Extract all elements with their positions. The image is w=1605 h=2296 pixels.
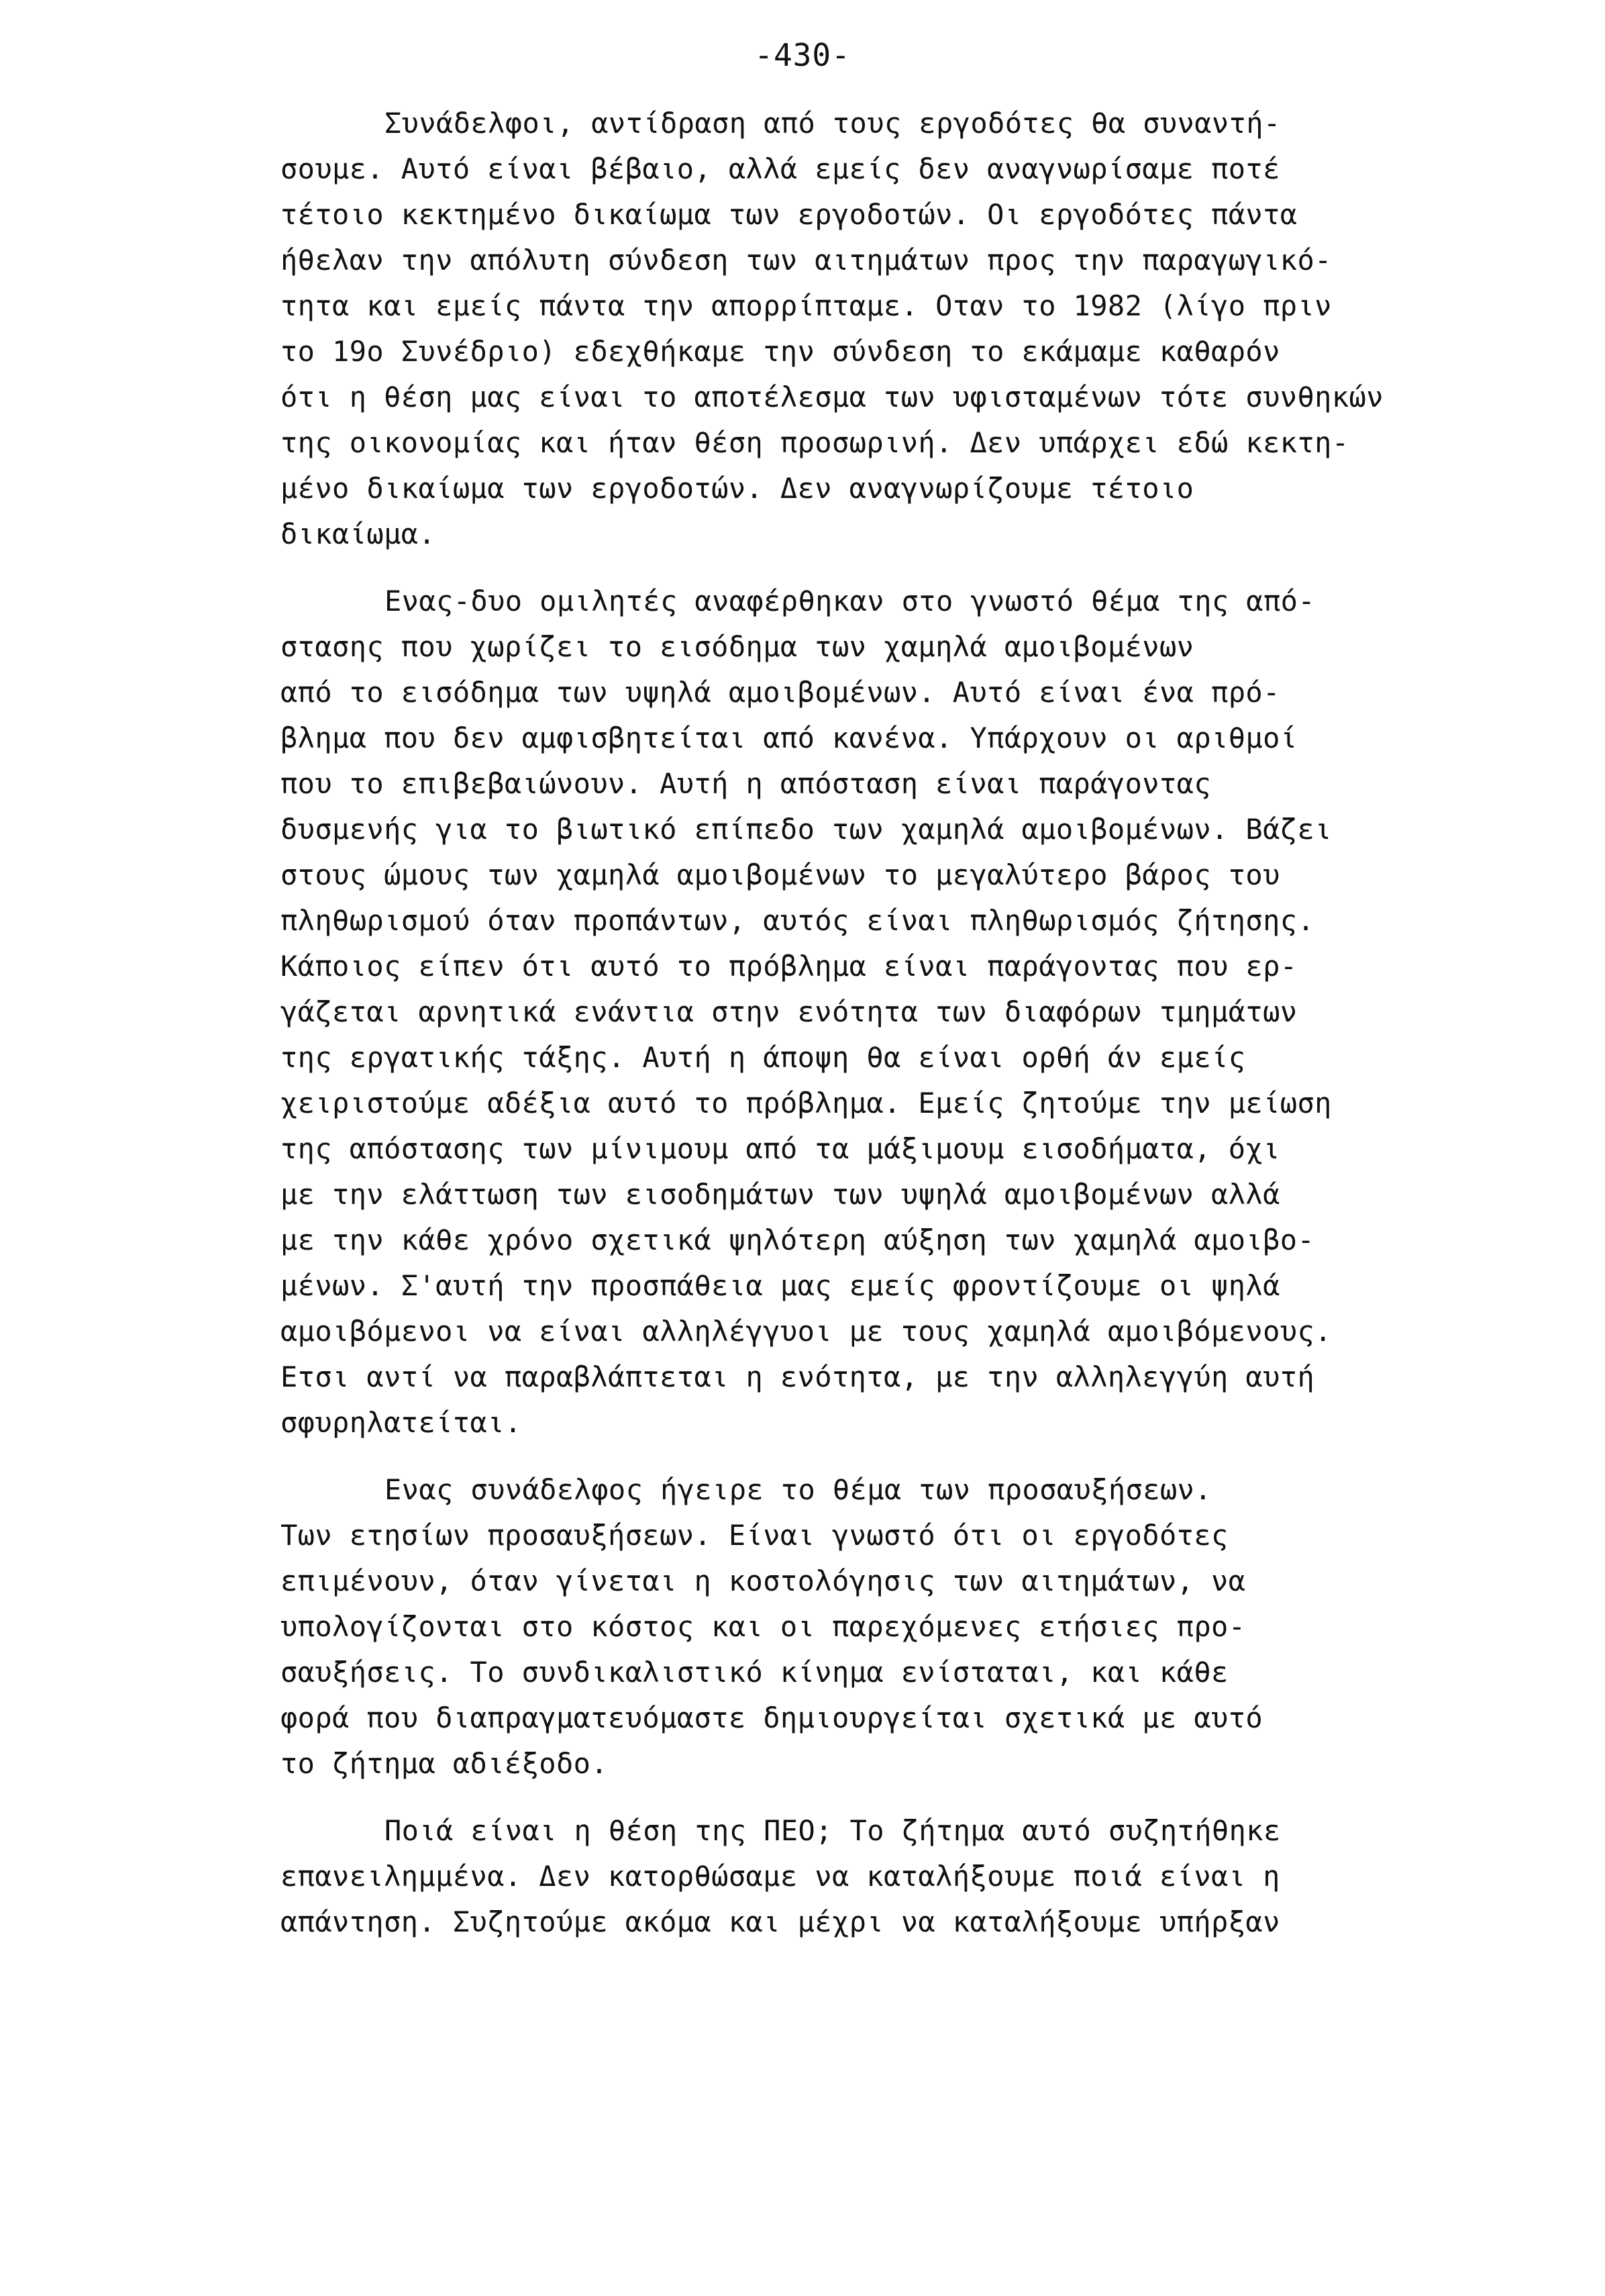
text-line: της εργατικής τάξης. Αυτή η άποψη θα είναι ορθή άν εμείς — [280, 1041, 1246, 1074]
text-line: που το επιβεβαιώνουν. Αυτή η απόσταση είναι παράγοντας — [280, 767, 1212, 800]
text-line: τέτοιο κεκτημένο δικαίωμα των εργοδοτών. Οι εργοδότες πάντα — [280, 198, 1298, 231]
text-line: τητα και εμείς πάντα την απορρίπταμε. Οταν το 1982 (λίγο πριν — [280, 289, 1332, 322]
text-line: ήθελαν την απόλυτη σύνδεση των αιτημάτων προς την παραγωγικό- — [280, 244, 1332, 277]
text-line: σαυξήσεις. Το συνδικαλιστικό κίνημα ενίσταται, και κάθε — [280, 1656, 1229, 1689]
text-line: πληθωρισμού όταν προπάντων, αυτός είναι πληθωρισμός ζήτησης. — [280, 904, 1315, 937]
text-line: το ζήτημα αδιέξοδο. — [280, 1747, 609, 1780]
text-line: Κάποιος είπεν ότι αυτό το πρόβλημα είναι παράγοντας που ερ- — [280, 950, 1298, 983]
body-text — [280, 101, 1575, 1966]
text-line: το 19ο Συνέδριο) εδεχθήκαμε την σύνδεση το εκάμαμε καθαρόν — [280, 335, 1280, 368]
text-line: Ενας-δυο ομιλητές αναφέρθηκαν στο γνωστό θέμα της από- — [384, 585, 1316, 617]
text-line: δυσμενής για το βιωτικό επίπεδο των χαμηλά αμοιβομένων. Βάζει — [280, 813, 1332, 846]
text-line: με την ελάττωση των εισοδημάτων των υψηλά αμοιβομένων αλλά — [280, 1178, 1280, 1211]
text-line: υπολογίζονται στο κόστος και οι παρεχόμενες ετήσιες προ- — [280, 1610, 1246, 1643]
text-line: βλημα που δεν αμφισβητείται από κανένα. Υπάρχουν οι αριθμοί — [280, 721, 1298, 754]
text-line: στασης που χωρίζει το εισόδημα των χαμηλά αμοιβομένων — [280, 630, 1194, 663]
text-line: Ενας συνάδελφος ήγειρε το θέμα των προσαυξήσεων. — [384, 1473, 1212, 1506]
text-line: απάντηση. Συζητούμε ακόμα και μέχρι να καταλήξουμε υπήρξαν — [280, 1905, 1280, 1938]
text-line: Ποιά είναι η θέση της ΠΕΟ; Το ζήτημα αυτό συζητήθηκε — [384, 1814, 1281, 1847]
page-number: -430- — [754, 37, 851, 73]
paragraph-1 — [280, 101, 1575, 557]
text-line: μένων. Σ'αυτή την προσπάθεια μας εμείς φροντίζουμε οι ψηλά — [280, 1269, 1280, 1302]
text-line: χειριστούμε αδέξια αυτό το πρόβλημα. Εμείς ζητούμε την μείωση — [280, 1087, 1332, 1119]
paragraph-2 — [280, 579, 1575, 1446]
text-line: σφυρηλατείται. — [280, 1406, 522, 1439]
text-line: επανειλημμένα. Δεν κατορθώσαμε να καταλήξουμε ποιά είναι η — [280, 1860, 1280, 1893]
text-line: Συνάδελφοι, αντίδραση από τους εργοδότες θα συναντή- — [384, 107, 1281, 140]
text-line: της απόστασης των μίνιμουμ από τα μάξιμουμ εισοδήματα, όχι — [280, 1132, 1280, 1165]
text-line: Ετσι αντί να παραβλάπτεται η ενότητα, με την αλληλεγγύη αυτή — [280, 1360, 1315, 1393]
text-line: από το εισόδημα των υψηλά αμοιβομένων. Αυτό είναι ένα πρό- — [280, 676, 1280, 709]
text-line: επιμένουν, όταν γίνεται η κοστολόγησις των αιτημάτων, να — [280, 1564, 1246, 1597]
text-line: δικαίωμα. — [280, 517, 436, 550]
text-line: σουμε. Αυτό είναι βέβαιο, αλλά εμείς δεν αναγνωρίσαμε ποτέ — [280, 152, 1280, 185]
text-line: αμοιβόμενοι να είναι αλληλέγγυοι με τους χαμηλά αμοιβόμενους. — [280, 1315, 1332, 1348]
text-line: φορά που διαπραγματευόμαστε δημιουργείται σχετικά με αυτό — [280, 1701, 1263, 1734]
text-line: της οικονομίας και ήταν θέση προσωρινή. Δεν υπάρχει εδώ κεκτη- — [280, 426, 1349, 459]
text-line: στους ώμους των χαμηλά αμοιβομένων το μεγαλύτερο βάρος του — [280, 858, 1280, 891]
text-line: Των ετησίων προσαυξήσεων. Είναι γνωστό ότι οι εργοδότες — [280, 1519, 1229, 1552]
text-line: μένο δικαίωμα των εργοδοτών. Δεν αναγνωρίζουμε τέτοιο — [280, 472, 1194, 505]
text-line: ότι η θέση μας είναι το αποτέλεσμα των υφισταμένων τότε συνθηκών — [280, 381, 1384, 413]
text-line: με την κάθε χρόνο σχετικά ψηλότερη αύξηση των χαμηλά αμοιβο- — [280, 1224, 1315, 1256]
paragraph-3 — [280, 1467, 1575, 1787]
text-line: γάζεται αρνητικά ενάντια στην ενότητα των διαφόρων τμημάτων — [280, 995, 1298, 1028]
paragraph-4 — [280, 1808, 1575, 1945]
